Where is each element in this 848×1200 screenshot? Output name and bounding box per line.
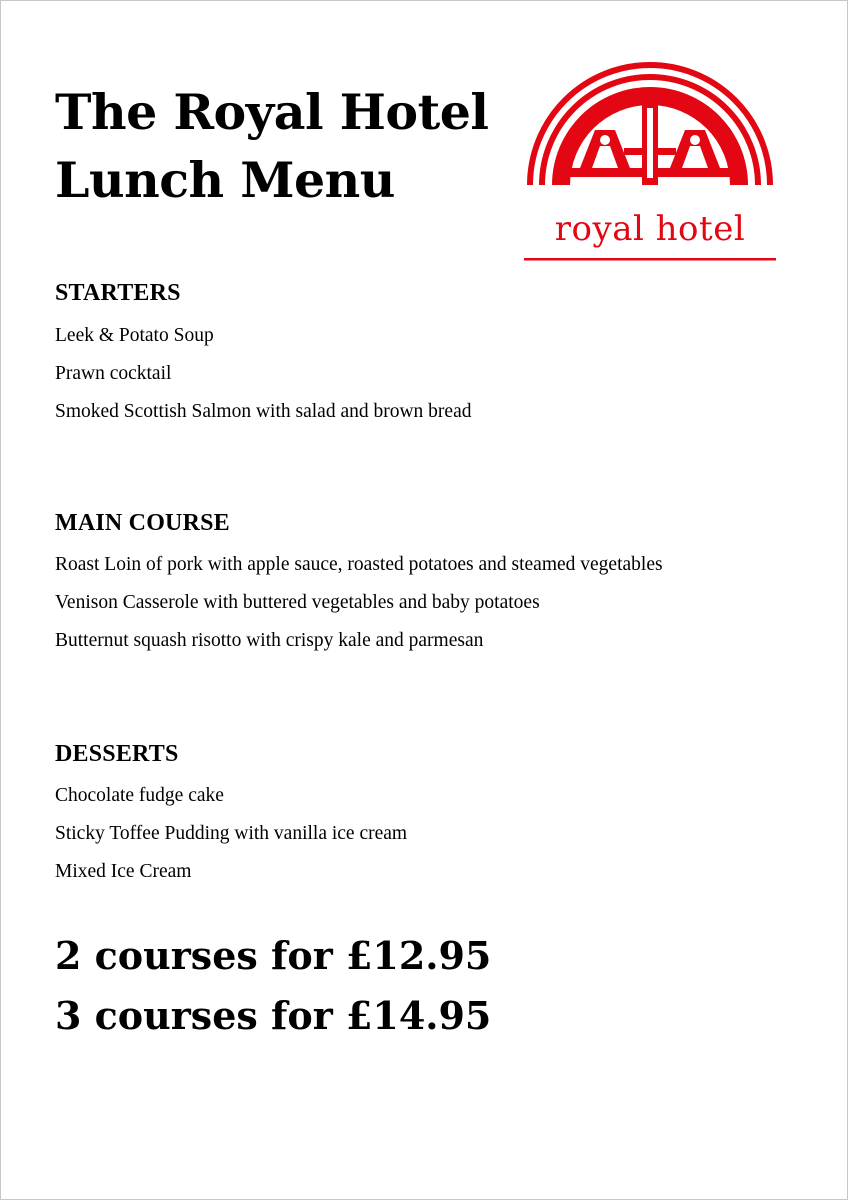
menu-item: Butternut squash risotto with crispy kale and parmesan <box>55 630 484 651</box>
title-line-hotel: The Royal Hotel <box>55 83 489 141</box>
desserts-heading: DESSERTS <box>55 741 179 767</box>
starters-heading: STARTERS <box>55 280 181 306</box>
main-course-list <box>55 546 663 660</box>
desserts-list <box>55 777 407 891</box>
starters-section <box>55 278 472 431</box>
menu-item: Roast Loin of pork with apple sauce, roasted potatoes and steamed vegetables <box>55 554 663 575</box>
page-title <box>55 78 489 214</box>
logo-wordmark: royal hotel <box>554 209 746 249</box>
menu-item: Prawn cocktail <box>55 363 172 384</box>
starters-list <box>55 317 472 431</box>
main-course-section <box>55 508 663 660</box>
desserts-section <box>55 739 407 891</box>
menu-item: Sticky Toffee Pudding with vanilla ice cream <box>55 823 408 844</box>
royal-hotel-logo <box>520 60 780 265</box>
menu-item: Mixed Ice Cream <box>55 861 192 882</box>
title-line-menu: Lunch Menu <box>55 151 395 209</box>
price-three-courses: 3 courses for £14.95 <box>55 993 492 1038</box>
menu-item: Smoked Scottish Salmon with salad and brown bread <box>55 401 472 422</box>
price-two-courses: 2 courses for £12.95 <box>55 933 492 978</box>
menu-item: Chocolate fudge cake <box>55 785 224 806</box>
price-block <box>55 926 491 1046</box>
main-course-heading: MAIN COURSE <box>55 510 230 536</box>
menu-item: Leek & Potato Soup <box>55 325 214 346</box>
menu-item: Venison Casserole with buttered vegetables and baby potatoes <box>55 592 540 613</box>
